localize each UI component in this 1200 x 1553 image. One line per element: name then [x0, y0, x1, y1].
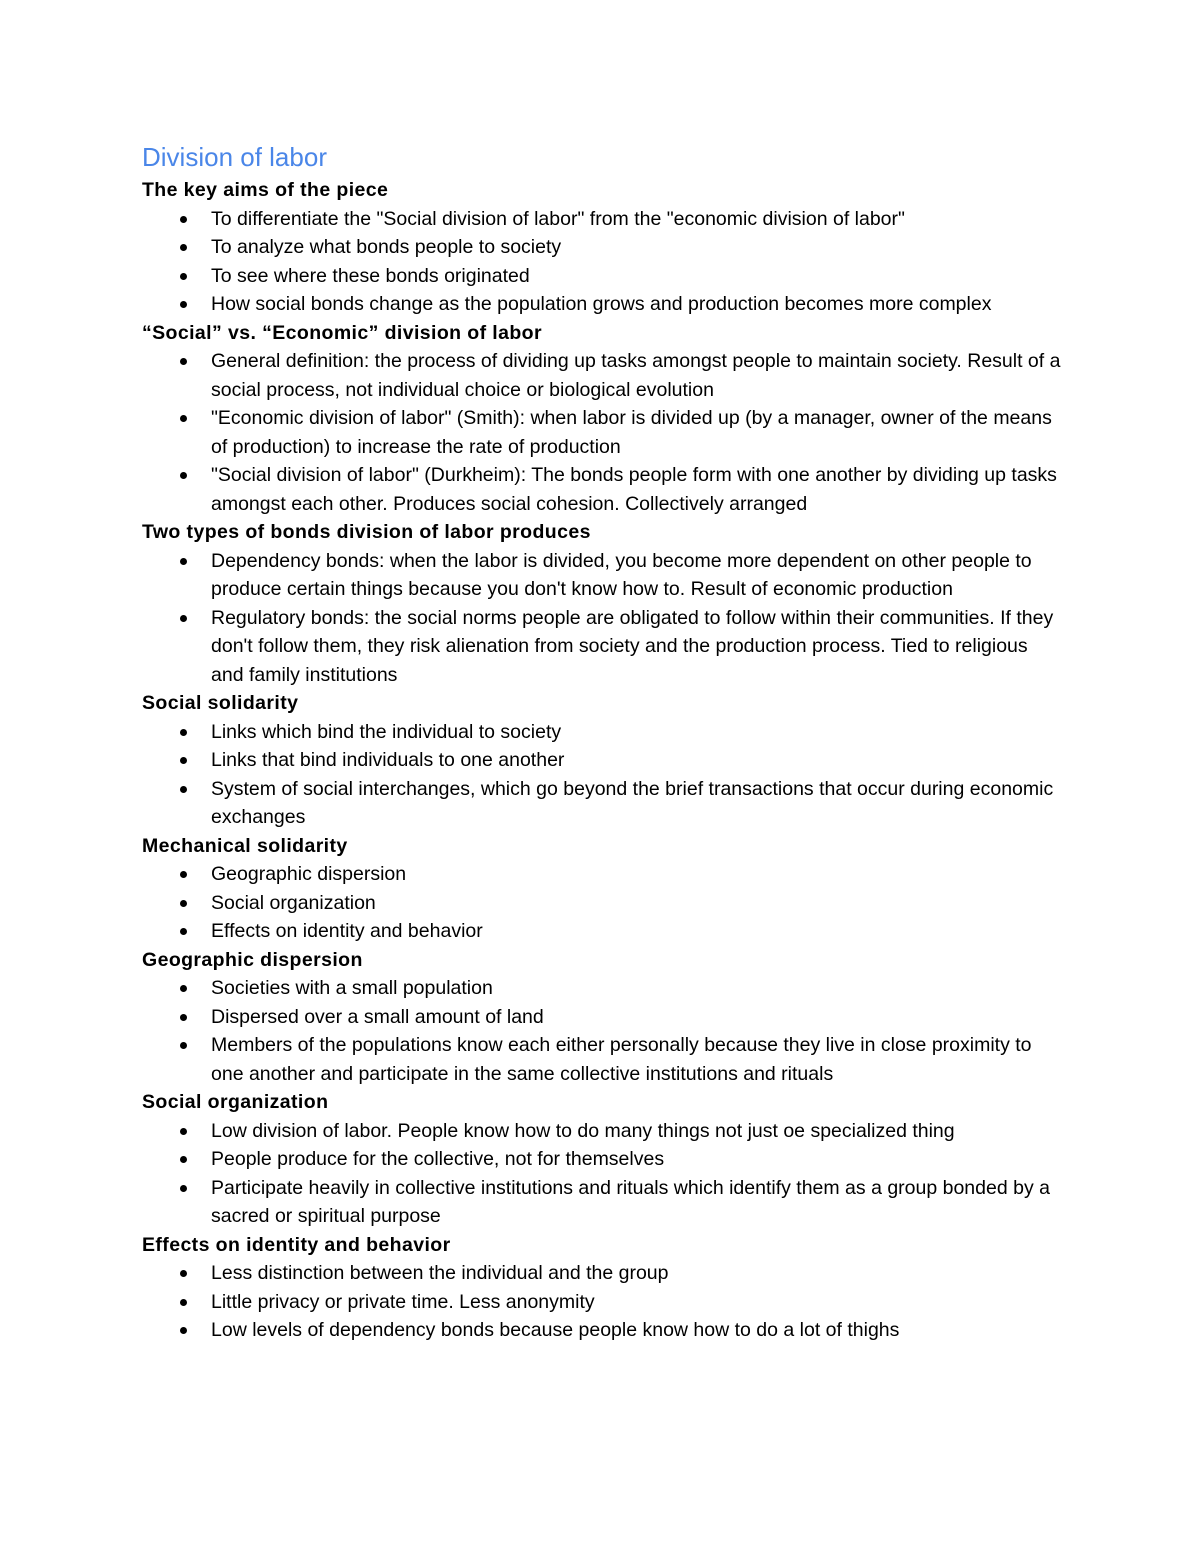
list-item: [142, 1145, 1062, 1174]
list-item: [142, 205, 1062, 234]
bullet-icon: [180, 273, 187, 280]
list-item-text: Geographic dispersion: [211, 863, 407, 885]
section: [142, 689, 1062, 832]
bullet-list: [142, 347, 1062, 518]
list-item-text: To analyze what bonds people to society: [211, 236, 562, 258]
list-item-text: Less distinction between the individual and the group: [211, 1262, 669, 1284]
list-item: [142, 775, 1062, 832]
bullet-icon: [180, 358, 187, 365]
bullet-icon: [180, 1327, 187, 1334]
bullet-icon: [180, 244, 187, 251]
list-item: [142, 604, 1062, 690]
bullet-icon: [180, 1299, 187, 1306]
section: [142, 1088, 1062, 1231]
bullet-icon: [180, 1270, 187, 1277]
list-item: [142, 1003, 1062, 1032]
list-item: [142, 547, 1062, 604]
bullet-icon: [180, 786, 187, 793]
section-heading: Mechanical solidarity: [142, 834, 348, 857]
bullet-icon: [180, 216, 187, 223]
section: [142, 176, 1062, 319]
list-item: [142, 746, 1062, 775]
list-item-text: Little privacy or private time. Less anonymity: [211, 1290, 595, 1313]
list-item-text: To differentiate the "Social division of labor" from the "economic division of labor": [211, 207, 905, 230]
section-heading: Effects on identity and behavior: [142, 1233, 451, 1256]
list-item: [142, 1117, 1062, 1146]
list-item: [142, 347, 1062, 404]
section: [142, 319, 1062, 519]
list-item: [142, 404, 1062, 461]
list-item-text: Dependency bonds: when the labor is divided, you become more dependent on other people to produce certain things because you don't know how to. Result of economic production: [211, 549, 1032, 600]
list-item-text: Societies with a small population: [211, 977, 493, 999]
list-item-text: Low division of labor. People know how to do many things not just oe specialized thing: [211, 1119, 955, 1142]
document-page: [142, 140, 1062, 1345]
bullet-list: [142, 1259, 1062, 1345]
section-heading: Geographic dispersion: [142, 948, 363, 971]
bullet-icon: [180, 615, 187, 622]
bullet-icon: [180, 1185, 187, 1192]
list-item: [142, 290, 1062, 319]
bullet-list: [142, 1117, 1062, 1231]
list-item-text: Links which bind the individual to society: [211, 720, 562, 743]
bullet-icon: [180, 985, 187, 992]
list-item-text: "Social division of labor" (Durkheim): The bonds people form with one another by dividing up tasks amongst each other. Produces social cohesion. Collectively arranged: [211, 464, 1057, 515]
list-item-text: How social bonds change as the population grows and production becomes more complex: [211, 293, 992, 315]
bullet-icon: [180, 1014, 187, 1021]
list-item: [142, 1288, 1062, 1317]
bullet-icon: [180, 415, 187, 422]
list-item-text: Effects on identity and behavior: [211, 920, 483, 942]
list-item: [142, 860, 1062, 889]
bullet-icon: [180, 928, 187, 935]
section-heading: Social solidarity: [142, 692, 299, 714]
section: [142, 946, 1062, 1089]
list-item: [142, 1316, 1062, 1345]
list-item: [142, 917, 1062, 946]
list-item-text: Regulatory bonds: the social norms people are obligated to follow within their communities. If they don't follow them, they risk alienation from society and the production process. Tied to religious and family institutions: [211, 606, 1054, 686]
list-item: [142, 718, 1062, 747]
list-item-text: Participate heavily in collective institutions and rituals which identify them as a group bonded by a sacred or spiritual purpose: [211, 1176, 1050, 1227]
bullet-icon: [180, 757, 187, 764]
list-item: [142, 1031, 1062, 1088]
list-item: [142, 974, 1062, 1003]
list-item-text: Low levels of dependency bonds because people know how to do a lot of thighs: [211, 1319, 900, 1341]
bullet-icon: [180, 900, 187, 907]
list-item: [142, 461, 1062, 518]
list-item: [142, 1259, 1062, 1288]
section-heading: Two types of bonds division of labor produces: [142, 521, 591, 543]
bullet-list: [142, 860, 1062, 946]
list-item: [142, 889, 1062, 918]
list-item-text: Members of the populations know each either personally because they live in close proximity to one another and participate in the same collective institutions and rituals: [211, 1034, 1032, 1085]
section: [142, 832, 1062, 946]
section-heading: “Social” vs. “Economic” division of labor: [142, 321, 542, 344]
bullet-list: [142, 974, 1062, 1088]
list-item-text: To see where these bonds originated: [211, 264, 530, 287]
bullet-icon: [180, 1156, 187, 1163]
bullet-icon: [180, 558, 187, 565]
bullet-icon: [180, 472, 187, 479]
bullet-icon: [180, 871, 187, 878]
section: [142, 1231, 1062, 1345]
list-item-text: Links that bind individuals to one another: [211, 749, 565, 771]
section: [142, 518, 1062, 689]
section-heading: Social organization: [142, 1091, 329, 1113]
bullet-list: [142, 718, 1062, 832]
document-title: Division of labor: [142, 142, 327, 172]
bullet-icon: [180, 301, 187, 308]
list-item: [142, 1174, 1062, 1231]
list-item-text: Social organization: [211, 891, 376, 914]
list-item-text: Dispersed over a small amount of land: [211, 1005, 544, 1028]
document-body: [142, 176, 1062, 1345]
list-item-text: People produce for the collective, not for themselves: [211, 1148, 665, 1170]
list-item-text: System of social interchanges, which go beyond the brief transactions that occur during economic exchanges: [211, 777, 1054, 828]
list-item-text: "Economic division of labor" (Smith): when labor is divided up (by a manager, owner of the means of production) to increase the rate of production: [211, 407, 1052, 458]
section-heading: The key aims of the piece: [142, 179, 389, 201]
bullet-icon: [180, 1128, 187, 1135]
bullet-list: [142, 547, 1062, 690]
list-item-text: General definition: the process of dividing up tasks amongst people to maintain society. Result of a social process, not individual choice or biological evolution: [211, 350, 1061, 401]
bullet-icon: [180, 1042, 187, 1049]
bullet-list: [142, 205, 1062, 319]
list-item: [142, 233, 1062, 262]
bullet-icon: [180, 729, 187, 736]
list-item: [142, 262, 1062, 291]
